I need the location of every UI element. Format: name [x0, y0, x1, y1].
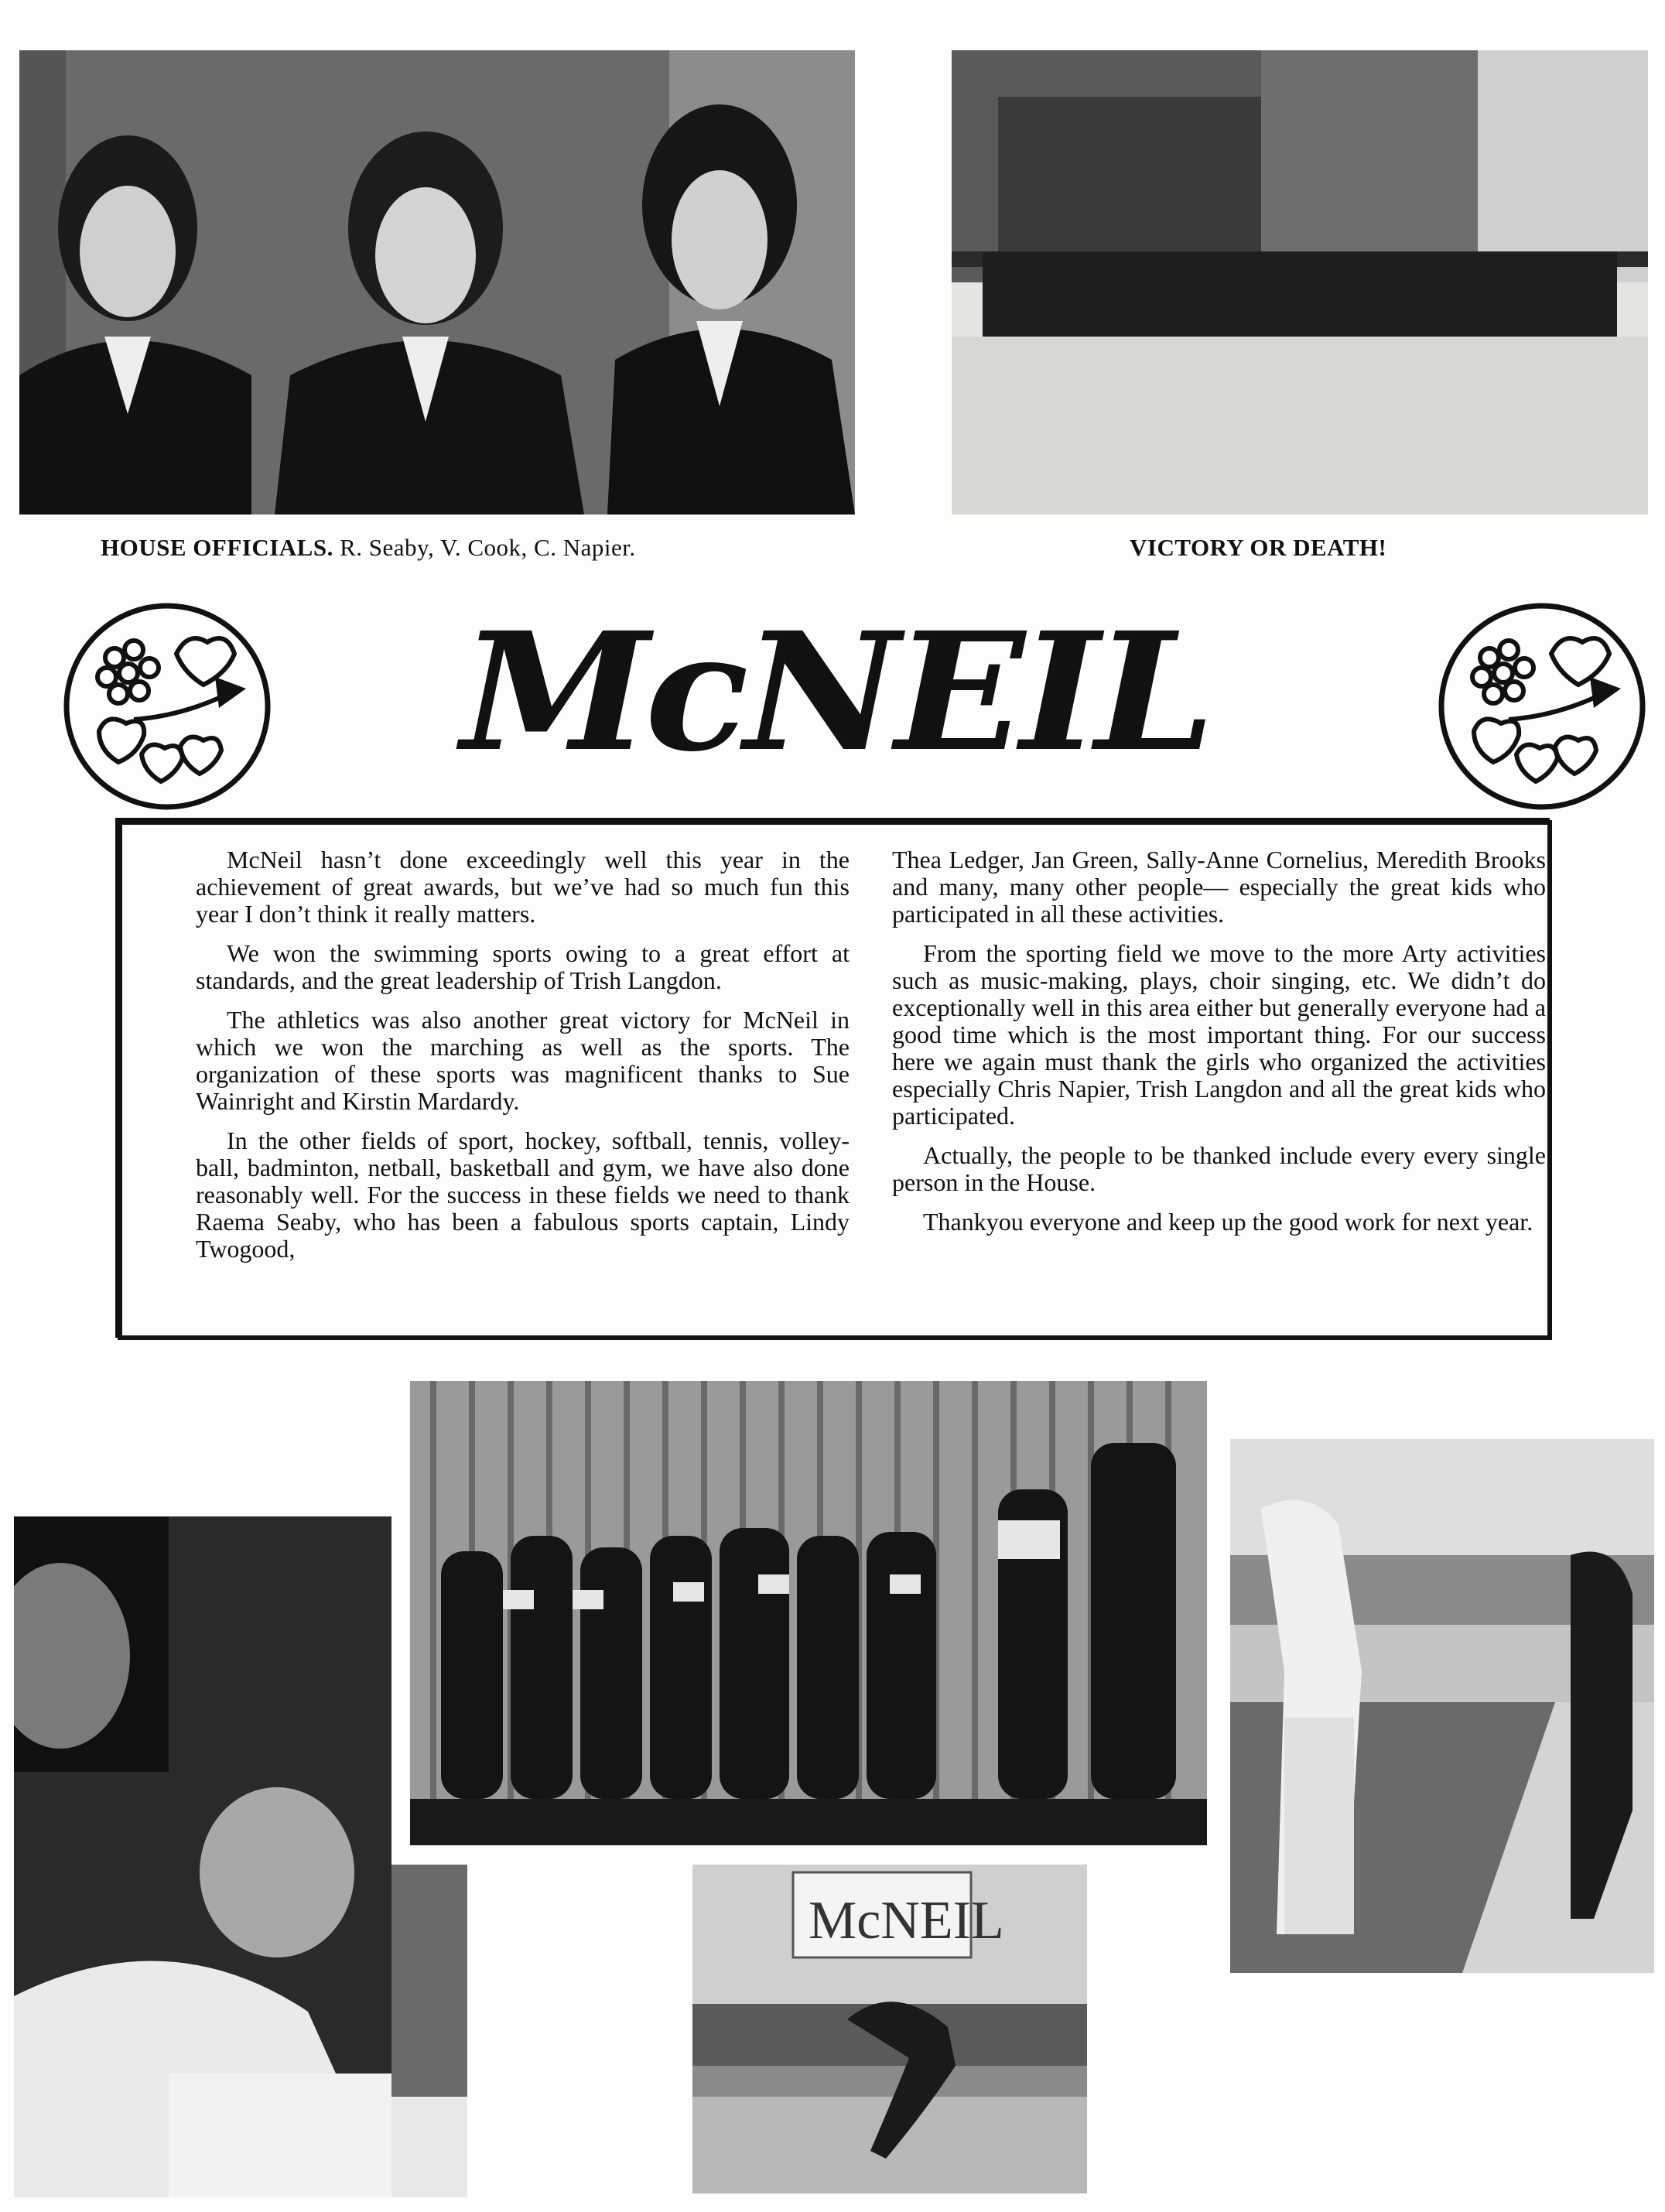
- house-officials-photo: [19, 50, 855, 515]
- report-paragraph: From the sporting field we move to the more Arty activities such as music-making, plays, choir singing, etc. We didn’t do exceptionally well in this area either but generally everyone had a good time which is the most important thing. For our success here we again must thank the girls who organized the activities especially Chris Napier, Trish Langdon and all the great kids who participated.: [892, 939, 1546, 1130]
- poolside-photo: [1230, 1439, 1654, 1973]
- report-paragraph: Thea Ledger, Jan Green, Sally-Anne Cornelius, Meredith Brooks and many, many other people— especially the great kids who participated in all these activities.: [892, 846, 1546, 928]
- house-title: McNEIL: [460, 597, 1211, 788]
- teacher-writing-photo-extension: [391, 1865, 467, 2197]
- house-crest-icon-left: [60, 600, 274, 813]
- house-report-box: [118, 820, 1552, 1340]
- report-paragraph: In the other fields of sport, hockey, softball, tennis, volley-ball, badminton, netball, basketball and gym, we have also done reasonably well. For the success in these fields we need to thank Raema Seaby, who has been a fabulous sports captain, Lindy Twogood,: [196, 1127, 850, 1263]
- report-paragraph: The athletics was also another great victory for McNeil in which we won the marching as well as the sports. The organization of these sports was magnificent thanks to Sue Wainright and Kirstin Mardardy.: [196, 1006, 850, 1115]
- report-paragraph: McNeil hasn’t done exceedingly well this year in the achievement of great awards, but we’ve had so much fun this year I don’t think it really matters.: [196, 846, 850, 928]
- victory-caption: [1130, 534, 1386, 562]
- officials-caption-label: HOUSE OFFICIALS.: [101, 534, 333, 561]
- victory-group-photo: [952, 50, 1648, 515]
- choir-stage-photo: [410, 1381, 1207, 1845]
- report-column-right: [892, 846, 1546, 1248]
- banner-text: McNEIL: [809, 1891, 1004, 1950]
- house-crest-icon-right: [1435, 600, 1649, 813]
- report-paragraph: Actually, the people to be thanked include every every single person in the House.: [892, 1141, 1546, 1196]
- officials-caption-names: R. Seaby, V. Cook, C. Napier.: [340, 534, 636, 561]
- report-paragraph: We won the swimming sports owing to a great effort at standards, and the great leadership of Trish Langdon.: [196, 939, 850, 994]
- officials-caption: [101, 534, 636, 562]
- victory-caption-text: VICTORY OR DEATH!: [1130, 534, 1387, 561]
- report-paragraph: Thankyou everyone and keep up the good work for next year.: [923, 1208, 1533, 1236]
- teacher-writing-photo: [14, 1516, 391, 2197]
- high-jump-photo: [692, 1865, 1087, 2193]
- report-column-left: [196, 846, 850, 1275]
